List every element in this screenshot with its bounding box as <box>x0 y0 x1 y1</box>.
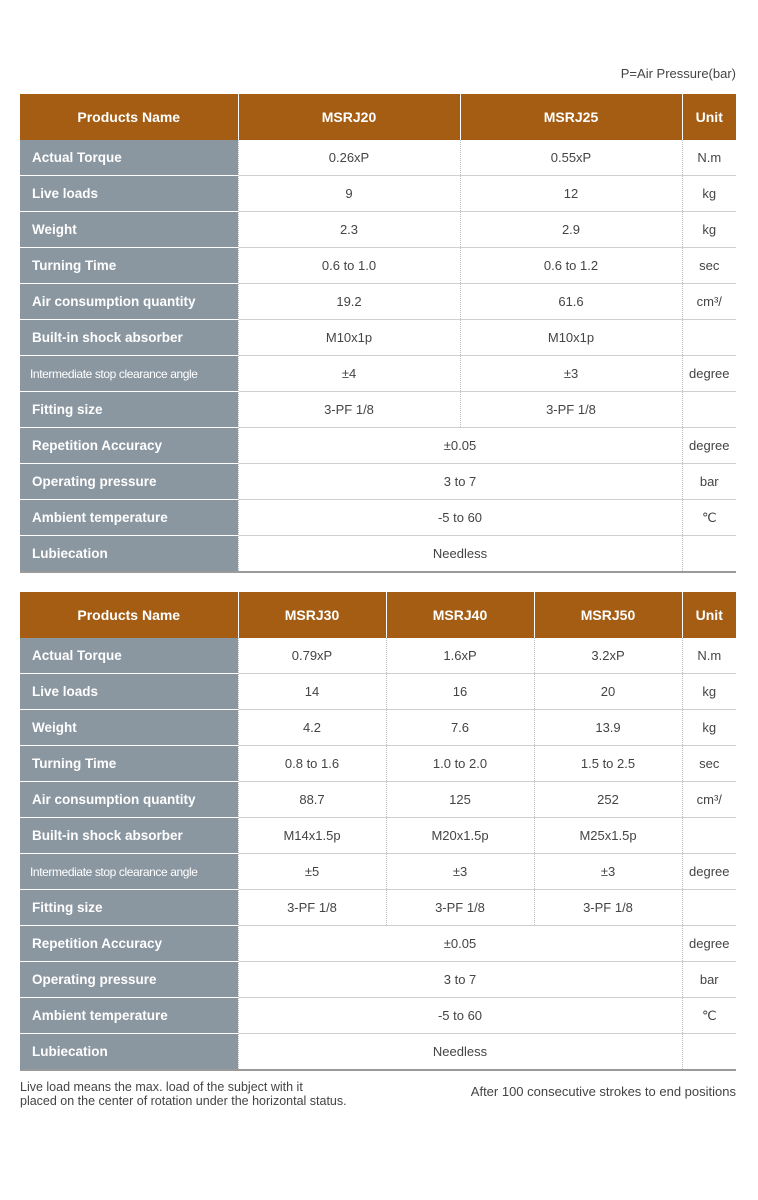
value-cell: 0.55xP <box>460 140 682 176</box>
header-cell: Products Name <box>20 94 238 140</box>
table-row <box>20 536 736 573</box>
unit-cell: ℃ <box>682 500 736 536</box>
row-label: Live loads <box>20 674 238 710</box>
table-row <box>20 392 736 428</box>
unit-cell <box>682 536 736 573</box>
header-cell: MSRJ20 <box>238 94 460 140</box>
value-cell: 3-PF 1/8 <box>534 890 682 926</box>
unit-cell: kg <box>682 212 736 248</box>
table-row <box>20 746 736 782</box>
row-label: Actual Torque <box>20 140 238 176</box>
unit-cell: kg <box>682 674 736 710</box>
value-cell: 0.6 to 1.2 <box>460 248 682 284</box>
value-cell: 125 <box>386 782 534 818</box>
header-cell: Unit <box>682 592 736 638</box>
row-label: Weight <box>20 710 238 746</box>
value-cell: ±5 <box>238 854 386 890</box>
value-cell: 9 <box>238 176 460 212</box>
row-label: Built-in shock absorber <box>20 818 238 854</box>
unit-cell: degree <box>682 854 736 890</box>
spec-table-msrj20-25 <box>20 94 736 573</box>
unit-cell: ℃ <box>682 998 736 1034</box>
unit-cell: sec <box>682 746 736 782</box>
value-cell: 12 <box>460 176 682 212</box>
row-label: Intermediate stop clearance angle <box>20 356 238 392</box>
table-row <box>20 356 736 392</box>
unit-cell: N.m <box>682 140 736 176</box>
value-cell-merged: Needless <box>238 536 682 573</box>
value-cell: M14x1.5p <box>238 818 386 854</box>
row-label: Weight <box>20 212 238 248</box>
table-row <box>20 464 736 500</box>
unit-cell: cm³/ <box>682 284 736 320</box>
value-cell: M20x1.5p <box>386 818 534 854</box>
value-cell: 20 <box>534 674 682 710</box>
row-label: Fitting size <box>20 392 238 428</box>
table-row <box>20 1034 736 1071</box>
value-cell-merged: ±0.05 <box>238 428 682 464</box>
value-cell-merged: 3 to 7 <box>238 962 682 998</box>
table-row <box>20 428 736 464</box>
row-label: Air consumption quantity <box>20 782 238 818</box>
table-row <box>20 998 736 1034</box>
table-row <box>20 176 736 212</box>
header-cell: MSRJ40 <box>386 592 534 638</box>
row-label: Live loads <box>20 176 238 212</box>
repetition-footnote: After 100 consecutive strokes to end positions <box>470 1084 736 1099</box>
value-cell-merged: Needless <box>238 1034 682 1071</box>
row-label: Lubiecation <box>20 536 238 573</box>
table-row <box>20 140 736 176</box>
unit-cell: kg <box>682 710 736 746</box>
row-label: Repetition Accuracy <box>20 428 238 464</box>
value-cell: 13.9 <box>534 710 682 746</box>
value-cell: 0.79xP <box>238 638 386 674</box>
value-cell: 3-PF 1/8 <box>238 890 386 926</box>
row-label: Lubiecation <box>20 1034 238 1071</box>
row-label: Ambient temperature <box>20 500 238 536</box>
unit-cell <box>682 392 736 428</box>
row-label: Operating pressure <box>20 464 238 500</box>
unit-cell <box>682 320 736 356</box>
value-cell: 4.2 <box>238 710 386 746</box>
table-row <box>20 320 736 356</box>
table-row <box>20 500 736 536</box>
value-cell-merged: ±0.05 <box>238 926 682 962</box>
table-row <box>20 926 736 962</box>
value-cell: 2.3 <box>238 212 460 248</box>
row-label: Actual Torque <box>20 638 238 674</box>
table-header-row <box>20 94 736 140</box>
value-cell: 16 <box>386 674 534 710</box>
row-label: Built-in shock absorber <box>20 320 238 356</box>
table-row <box>20 248 736 284</box>
value-cell: 61.6 <box>460 284 682 320</box>
footnote-line-2: placed on the center of rotation under the horizontal status. <box>20 1094 347 1108</box>
value-cell-merged: 3 to 7 <box>238 464 682 500</box>
row-label: Ambient temperature <box>20 998 238 1034</box>
unit-cell: degree <box>682 926 736 962</box>
header-cell: MSRJ30 <box>238 592 386 638</box>
unit-cell: bar <box>682 464 736 500</box>
unit-cell: degree <box>682 428 736 464</box>
header-cell: MSRJ25 <box>460 94 682 140</box>
header-cell: MSRJ50 <box>534 592 682 638</box>
value-cell: M10x1p <box>238 320 460 356</box>
value-cell: 0.6 to 1.0 <box>238 248 460 284</box>
unit-cell: degree <box>682 356 736 392</box>
row-label: Air consumption quantity <box>20 284 238 320</box>
unit-cell: cm³/ <box>682 782 736 818</box>
row-label: Intermediate stop clearance angle <box>20 854 238 890</box>
unit-cell: kg <box>682 176 736 212</box>
table-row <box>20 890 736 926</box>
header-cell: Products Name <box>20 592 238 638</box>
value-cell: 7.6 <box>386 710 534 746</box>
unit-cell: bar <box>682 962 736 998</box>
table-row <box>20 638 736 674</box>
value-cell: 3-PF 1/8 <box>386 890 534 926</box>
unit-cell <box>682 1034 736 1071</box>
row-label: Operating pressure <box>20 962 238 998</box>
value-cell: 0.8 to 1.6 <box>238 746 386 782</box>
table-row <box>20 674 736 710</box>
table-row <box>20 284 736 320</box>
value-cell: 2.9 <box>460 212 682 248</box>
unit-cell <box>682 890 736 926</box>
air-pressure-note: P=Air Pressure(bar) <box>620 66 736 81</box>
row-label: Repetition Accuracy <box>20 926 238 962</box>
header-cell: Unit <box>682 94 736 140</box>
table-row <box>20 782 736 818</box>
spec-table-msrj30-50 <box>20 592 736 1071</box>
value-cell: ±3 <box>534 854 682 890</box>
value-cell: M25x1.5p <box>534 818 682 854</box>
table-row <box>20 962 736 998</box>
table-row <box>20 710 736 746</box>
unit-cell: N.m <box>682 638 736 674</box>
value-cell: 1.0 to 2.0 <box>386 746 534 782</box>
row-label: Fitting size <box>20 890 238 926</box>
unit-cell <box>682 818 736 854</box>
value-cell: 88.7 <box>238 782 386 818</box>
value-cell: ±3 <box>386 854 534 890</box>
value-cell: 3-PF 1/8 <box>238 392 460 428</box>
table-header-row <box>20 592 736 638</box>
value-cell: 1.6xP <box>386 638 534 674</box>
value-cell: 1.5 to 2.5 <box>534 746 682 782</box>
row-label: Turning Time <box>20 248 238 284</box>
value-cell: 3-PF 1/8 <box>460 392 682 428</box>
table-row <box>20 854 736 890</box>
value-cell: ±4 <box>238 356 460 392</box>
value-cell: ±3 <box>460 356 682 392</box>
table-row <box>20 818 736 854</box>
value-cell: M10x1p <box>460 320 682 356</box>
value-cell-merged: -5 to 60 <box>238 998 682 1034</box>
unit-cell: sec <box>682 248 736 284</box>
value-cell: 19.2 <box>238 284 460 320</box>
value-cell: 14 <box>238 674 386 710</box>
row-label: Turning Time <box>20 746 238 782</box>
footnote-line-1: Live load means the max. load of the subject with it <box>20 1080 303 1094</box>
value-cell: 252 <box>534 782 682 818</box>
value-cell-merged: -5 to 60 <box>238 500 682 536</box>
table-row <box>20 212 736 248</box>
value-cell: 0.26xP <box>238 140 460 176</box>
value-cell: 3.2xP <box>534 638 682 674</box>
